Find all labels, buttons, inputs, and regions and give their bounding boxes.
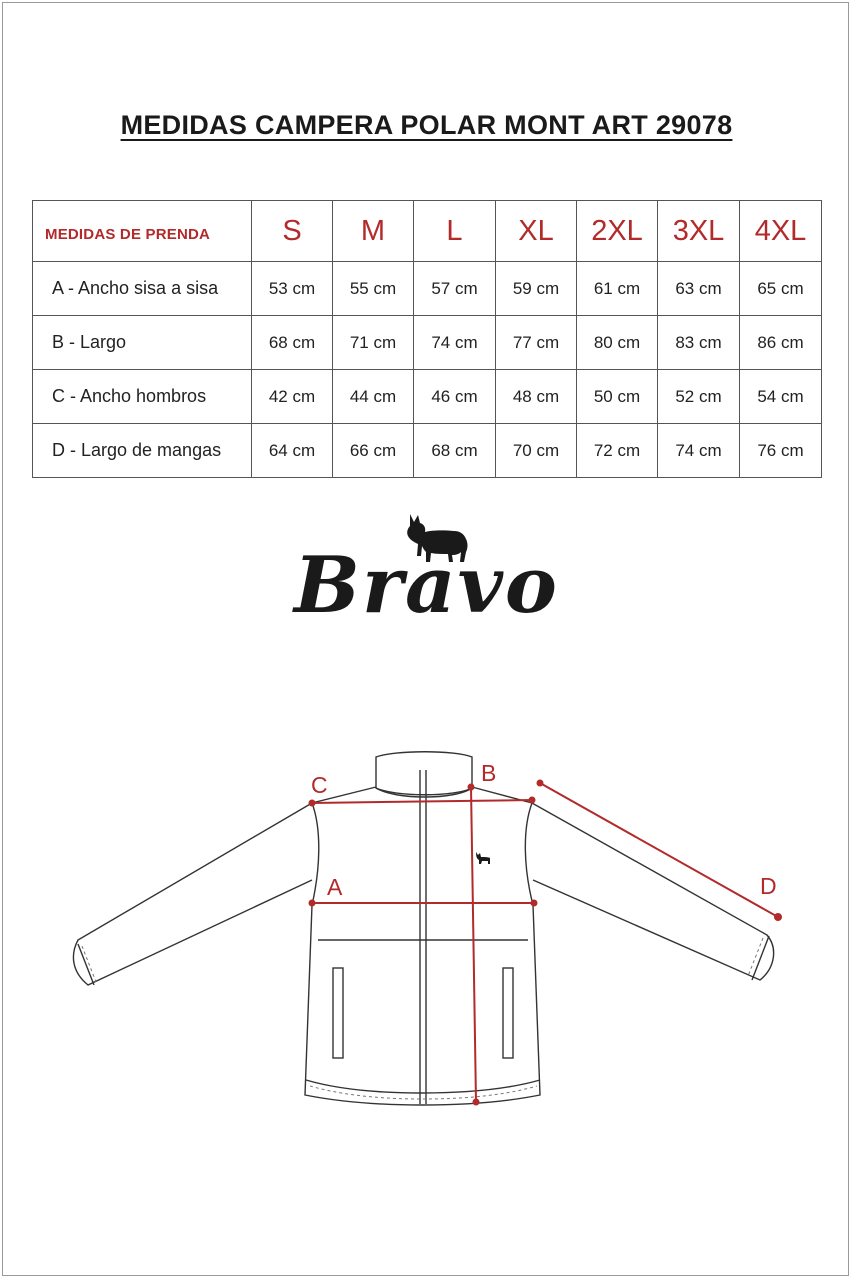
measure-c-line (312, 800, 532, 803)
table-row (33, 370, 822, 424)
size-header: 2XL (577, 201, 658, 262)
table-cell: 53 cm (252, 262, 333, 316)
table-cell: 68 cm (414, 424, 496, 478)
table-cell: 50 cm (577, 370, 658, 424)
table-cell: 66 cm (333, 424, 414, 478)
size-header: L (414, 201, 496, 262)
size-header: XL (496, 201, 577, 262)
table-cell: 76 cm (740, 424, 822, 478)
measure-c-label: C (311, 772, 328, 798)
table-cell: 83 cm (658, 316, 740, 370)
row-label: A - Ancho sisa a sisa (33, 262, 252, 316)
jacket-outline (73, 752, 773, 1105)
table-cell: 42 cm (252, 370, 333, 424)
size-header: M (333, 201, 414, 262)
size-header-row (33, 201, 822, 262)
table-cell: 72 cm (577, 424, 658, 478)
table-cell: 71 cm (333, 316, 414, 370)
row-label: D - Largo de mangas (33, 424, 252, 478)
measurement-lines (310, 781, 782, 1105)
measure-d-label: D (760, 873, 777, 899)
stitching (82, 938, 763, 1099)
measure-d-line (540, 783, 778, 917)
table-cell: 74 cm (658, 424, 740, 478)
table-cell: 59 cm (496, 262, 577, 316)
table-header-label: MEDIDAS DE PRENDA (33, 201, 252, 262)
size-header: 3XL (658, 201, 740, 262)
measure-b-label: B (481, 760, 497, 786)
table-cell: 63 cm (658, 262, 740, 316)
jacket-diagram (0, 740, 853, 1160)
measure-a-label: A (327, 874, 343, 900)
table-cell: 61 cm (577, 262, 658, 316)
chest-logo-icon (476, 852, 490, 864)
table-row (33, 262, 822, 316)
table-cell: 48 cm (496, 370, 577, 424)
table-cell: 80 cm (577, 316, 658, 370)
size-header: S (252, 201, 333, 262)
brand-logo: Bravo (294, 540, 559, 631)
table-cell: 46 cm (414, 370, 496, 424)
measure-b-line (471, 787, 476, 1102)
page-title: MEDIDAS CAMPERA POLAR MONT ART 29078 (120, 110, 733, 140)
size-table (32, 200, 822, 478)
table-cell: 74 cm (414, 316, 496, 370)
size-header: 4XL (740, 201, 822, 262)
table-row (33, 424, 822, 478)
table-cell: 57 cm (414, 262, 496, 316)
table-cell: 64 cm (252, 424, 333, 478)
table-cell: 55 cm (333, 262, 414, 316)
table-cell: 70 cm (496, 424, 577, 478)
table-cell: 77 cm (496, 316, 577, 370)
table-cell: 52 cm (658, 370, 740, 424)
table-cell: 86 cm (740, 316, 822, 370)
table-cell: 54 cm (740, 370, 822, 424)
table-cell: 44 cm (333, 370, 414, 424)
row-label: C - Ancho hombros (33, 370, 252, 424)
table-row (33, 316, 822, 370)
table-cell: 68 cm (252, 316, 333, 370)
row-label: B - Largo (33, 316, 252, 370)
table-cell: 65 cm (740, 262, 822, 316)
